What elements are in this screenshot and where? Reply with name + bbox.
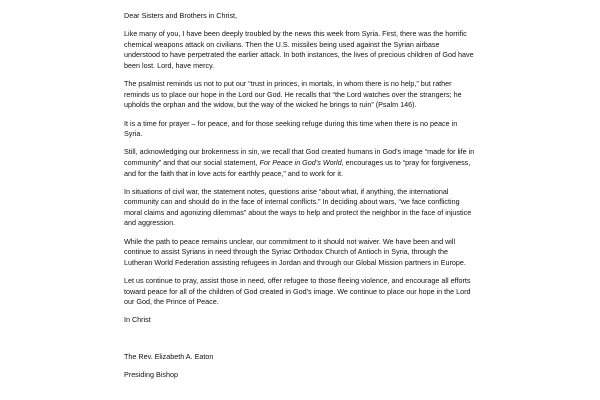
- social-statement-text-start: Still, acknowledging our brokenness in sin, we recall that God created humans in God’s image “made for life in community” and that our social statement,: [124, 147, 475, 167]
- paragraph-continue-to-pray: Let us continue to pray, assist those in need, offer refugee to those fleeing violence, and encourage all efforts toward peace for all of the children of God created in God’s image. We continue to place our hope in the Lord our God, the Prince of Peace.: [124, 276, 471, 307]
- paragraph-psalmist: The psalmist reminds us not to put our “trust in princes, in mortals, in whom there is no help,” but rather reminds us to place our hope in the Lord our God. He recalls that “the Lord watches over the strangers; he upholds the orphan and the widow, but the way of the wicked he brings to ruin” (Psalm 146).: [124, 79, 462, 110]
- paragraph-social-statement: [124, 147, 476, 179]
- letter-body: [124, 11, 476, 388]
- paragraph-time-for-prayer: It is a time for prayer – for peace, and for those seeking refuge during this time when there is no peace in Syria.: [124, 118, 458, 139]
- paragraph-path-to-peace: While the path to peace remains unclear, our commitment to it should not waiver. We have been and will continue to assist Syrians in need through the Syriac Orthodox Church of Antioch in Syria, through the Lutheran World Federation assisting refugees in Jordan and through our Global Mission partners in Europe.: [124, 236, 466, 267]
- paragraph-troubled-by-news: Like many of you, I have been deeply troubled by the news this week from Syria. First, there was the horrific chemical weapons attack on civilians. Then the U.S. missiles being used against the Syrian airbase understood to have perpetrated the earlier attack. In both instances, the lives of precious children of God have been lost. Lord, have mercy.: [124, 29, 474, 70]
- social-statement-text-end: , encourages us to “pray for forgiveness, and for the faith that in love acts for earthly peace,” and to work for it.: [124, 157, 471, 178]
- signature-name: The Rev. Elizabeth A. Eaton: [124, 351, 214, 361]
- paragraph-civil-war: In situations of civil war, the statement notes, questions arise “about what, if anything, the international community can and should do in the face of internal conflicts.” In deciding about wars, “we face conflicting moral claims and agonizing dilemmas” about the ways to help and protect the neighbor in the face of injustice and aggression.: [124, 186, 472, 228]
- social-statement-title: For Peace in God’s World: [259, 157, 342, 167]
- signature-title: Presiding Bishop: [124, 370, 178, 380]
- closing: In Christ: [124, 315, 151, 325]
- signature-spacer: [124, 334, 476, 352]
- salutation: Dear Sisters and Brothers in Christ,: [124, 11, 238, 20]
